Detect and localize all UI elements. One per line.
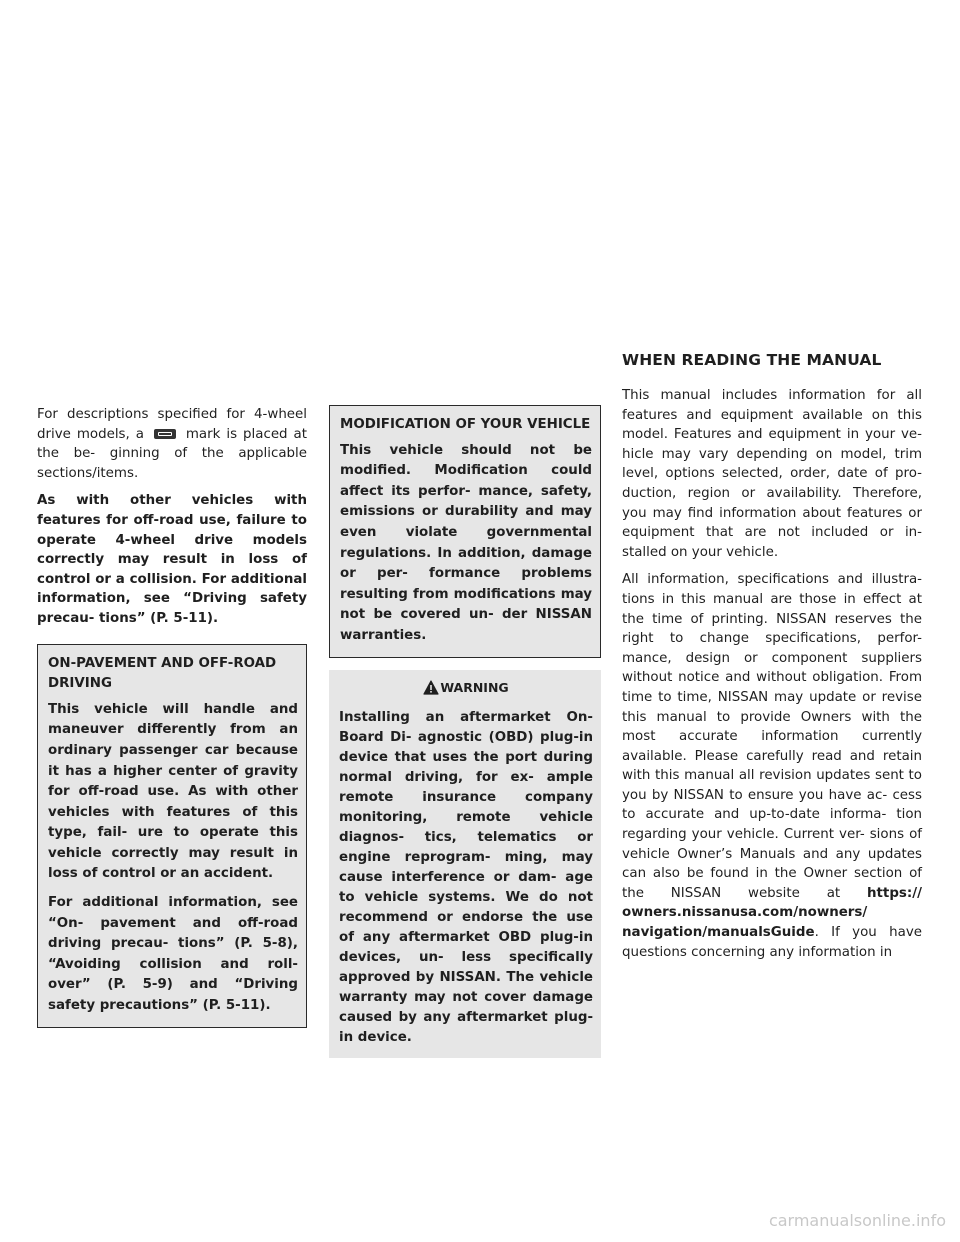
on-pavement-heading: ON-PAVEMENT AND OFF-ROAD DRIVING	[48, 655, 277, 692]
specifications-paragraph: All information, specifications and illustra- tions in this manual are those in effect at the time of printing. NISSAN reserves the right to change specifications, perfor- mance, design or component suppliers without notice and without obligation. From time to time, NISSAN may update or revise this manual to provide Owners with the most accurate information currently available. Please carefully read and retain with this manual all revision updates sent to you by NISSAN to ensure you have ac- cess to accurate and up-to-date informa- tion regarding your vehicle. Current ver- sions of vehicle Owner’s Manuals and any updates can also be found in the Owner section of the NISSAN website at https:// owners.nissanusa.com/nowners/ navigation/manualsGuide. If you have questions concerning any information in	[622, 572, 923, 960]
modification-box	[329, 405, 601, 658]
4wd-mark-icon	[154, 429, 176, 439]
caution-paragraph: As with other vehicles with features for off-road use, failure to operate 4-wheel drive models correctly may result in loss of control or a collision. For additional information, see “Driving safety precau- tions” (P. 5-11).	[37, 493, 307, 626]
section-title: WHEN READING THE MANUAL	[622, 351, 882, 369]
column-1	[37, 405, 307, 1028]
warning-heading: WARNING	[339, 678, 593, 698]
modification-heading: MODIFICATION OF YOUR VEHICLE	[340, 417, 591, 432]
warning-box	[329, 670, 601, 1058]
warning-triangle-icon	[423, 680, 439, 695]
manual-info-paragraph: This manual includes information for all features and equipment available on this model. Features and equipment in your ve- hicle may vary depending on model, trim level, options selected, order, date of pro- duction, region or availability. Therefore, you may find information about features or equipment that are not included or in- stalled on your vehicle.	[622, 388, 922, 560]
column-2	[329, 405, 601, 1058]
warning-text: Installing an aftermarket On-Board Di- agnostic (OBD) plug-in device that uses the port during normal driving, for ex- ample remote insurance company monitoring, remote vehicle diagnos- tics, telematics or engine reprogram- ming, may cause interference or dam- age to vehicle systems. We do not recommend or endorse the use of any aftermarket OBD plug-in devices, un- less specifically approved by NISSAN. The vehicle warranty may not cover damage caused by any aftermarket plug-in device.	[339, 709, 593, 1045]
on-pavement-text: This vehicle will handle and maneuver differently from an ordinary passenger car because it has a higher center of gravity for off-road use. As with other vehicles with features of this type, fail- ure to operate this vehicle correctly may result in loss of control or an accident.	[48, 701, 298, 882]
on-pavement-box	[37, 644, 307, 1028]
watermark: carmanualsonline.info	[768, 1211, 946, 1230]
column-3	[622, 386, 922, 970]
owners-website-link[interactable]: https:// owners.nissanusa.com/nowners/	[622, 885, 923, 921]
manuals-guide-link[interactable]: navigation/manualsGuide	[622, 925, 815, 941]
modification-text: This vehicle should not be modified. Modification could affect its perfor- mance, safety, emissions or durability and may even violate governmental regulations. In addition, damage or per- formance problems resulting from modifications may not be covered un- der NISSAN warranties.	[340, 442, 592, 643]
intro-paragraph: For descriptions specified for 4-wheel drive models, a mark is placed at the be- ginning of the applicable sections/items.	[37, 407, 307, 481]
on-pavement-reference: For additional information, see “On- pavement and off-road driving precau- tions” (P. 5-8), “Avoiding collision and roll- over” (P. 5-9) and “Driving safety precautions” (P. 5-11).	[48, 895, 298, 1014]
